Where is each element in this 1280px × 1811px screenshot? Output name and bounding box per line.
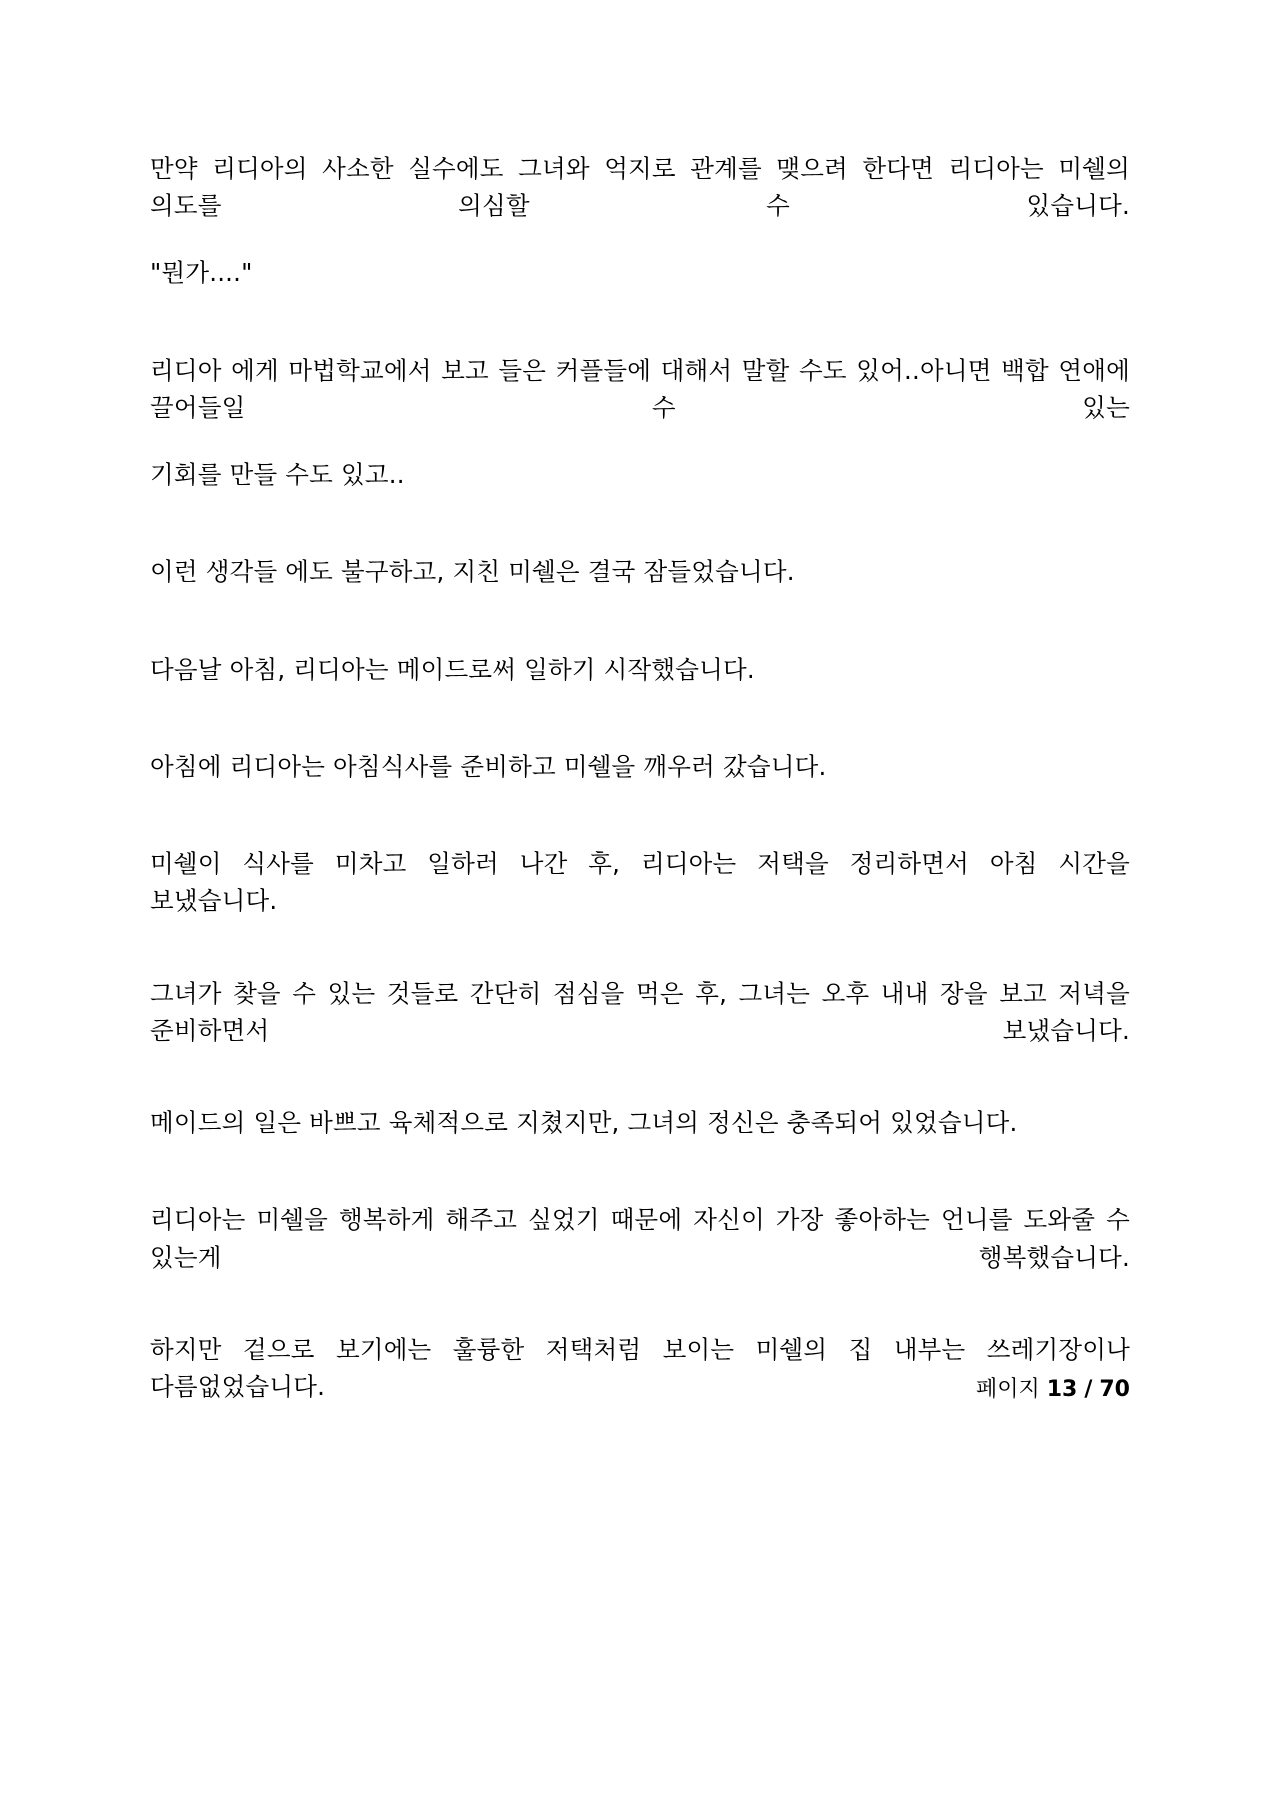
paragraph: 만약 리디아의 사소한 실수에도 그녀와 억지로 관계를 맺으려 한다면 리디아는 미쉘의 의도를 의심할 수 있습니다. [150, 154, 1130, 221]
paragraph: "뭔가...." [150, 258, 253, 288]
footer-current-page: 13 [1046, 1377, 1078, 1402]
footer-label: 페이지 [975, 1377, 1040, 1402]
page-footer [976, 1372, 1130, 1403]
paragraph-spacer [150, 591, 1130, 651]
paragraph: 아침에 리디아는 아침식사를 준비하고 미쉘을 깨우러 갔습니다. [150, 751, 827, 781]
footer-separator: / [1084, 1377, 1093, 1402]
paragraph: 리디아 에게 마법학교에서 보고 들은 커플들에 대해서 말할 수도 있어..아니면 백합 연애에 끌어들일 수 있는 [150, 355, 1130, 422]
paragraph: 미쉘이 식사를 미차고 일하러 나간 후, 리디아는 저택을 정리하면서 아침 시간을 보냈습니다. [150, 849, 1130, 916]
paragraph: 그녀가 찾을 수 있는 것들로 간단히 점심을 먹은 후, 그녀는 오후 내내 장을 보고 저녁을 준비하면서 보냈습니다. [150, 978, 1130, 1045]
paragraph: 메이드의 일은 바쁘고 육체적으로 지쳤지만, 그녀의 정신은 충족되어 있었습니다. [150, 1108, 1018, 1138]
paragraph-spacer [150, 785, 1130, 845]
paragraph-spacer [150, 292, 1130, 352]
paragraph-spacer [150, 224, 1130, 254]
paragraph-spacer [150, 688, 1130, 748]
paragraph: 리디아는 미쉘을 행복하게 해주고 싶었기 때문에 자신이 가장 좋아하는 언니를 도와줄 수 있는게 행복했습니다. [150, 1205, 1130, 1272]
paragraph-spacer [150, 1276, 1130, 1331]
paragraph: 하지만 겉으로 보기에는 훌륭한 저택처럼 보이는 미쉘의 집 내부는 쓰레기장이나 다름없었습니다. [150, 1334, 1130, 1401]
paragraph: 기회를 만들 수도 있고.. [150, 460, 405, 490]
paragraph-spacer [150, 1141, 1130, 1201]
footer-total-pages: 70 [1099, 1377, 1130, 1402]
page-body [150, 150, 1130, 1405]
paragraph-spacer [150, 920, 1130, 975]
paragraph-spacer [150, 1049, 1130, 1104]
paragraph: 이런 생각들 에도 불구하고, 지친 미쉘은 결국 잠들었습니다. [150, 557, 795, 587]
paragraph-spacer [150, 426, 1130, 456]
paragraph-spacer [150, 493, 1130, 553]
paragraph: 다음날 아침, 리디아는 메이드로써 일하기 시작했습니다. [150, 654, 755, 684]
